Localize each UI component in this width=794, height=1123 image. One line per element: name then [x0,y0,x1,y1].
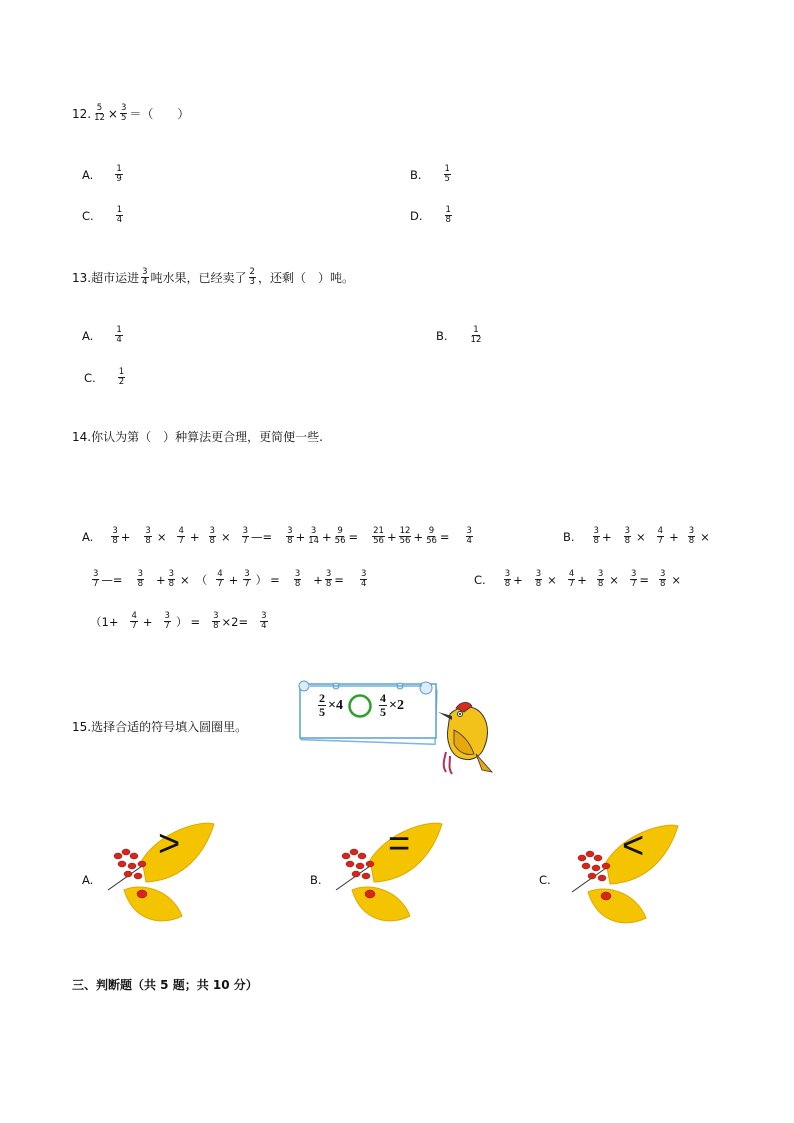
math-token: × [156,529,167,544]
numerator: 3 [310,526,317,536]
denominator: 4 [360,579,367,589]
denominator: 8 [504,579,511,589]
fraction [657,527,664,546]
math-token: + [669,529,679,544]
numerator: 9 [337,526,343,536]
denominator: 56 [334,536,346,546]
numerator: 4 [178,526,184,536]
math-token: + [120,529,131,544]
math-token: —= [251,529,273,544]
numerator: 3 [112,526,118,536]
math-token: ） [175,614,188,629]
fraction [630,570,637,589]
option-d[interactable] [410,206,454,225]
option-label: C. [82,208,94,223]
numerator: 3 [93,569,99,579]
fraction [115,165,122,184]
numerator: 3 [213,611,219,621]
fraction [118,368,125,387]
numerator: 1 [116,325,122,335]
math-token: + [228,572,239,587]
denominator: 4 [116,335,122,345]
q15-option-c[interactable] [539,873,551,887]
option-label: B. [436,328,448,343]
denominator: 8 [688,536,695,546]
option-a[interactable] [82,326,125,345]
numerator: 3 [164,611,170,621]
math-token: + [313,572,323,587]
denominator: 8 [209,536,215,546]
fraction [470,326,483,345]
q15-option-b[interactable] [310,873,322,887]
leaf-option-c[interactable] [566,822,676,932]
numerator: 1 [116,164,122,174]
option-label: A. [82,873,94,887]
fraction [144,527,151,546]
fraction [504,570,511,589]
denominator: 5 [120,113,127,123]
denominator: 12 [94,113,105,123]
math-token: × [609,572,619,587]
numerator: 3 [120,103,127,113]
numerator: 3 [325,569,332,579]
fraction [466,527,473,546]
denominator: 5 [379,705,386,719]
denominator: 9 [116,174,122,184]
math-token: × [180,572,190,587]
question-12 [72,104,189,123]
denominator: 3 [249,277,255,287]
option-c[interactable] [82,206,125,225]
denominator: 8 [445,215,451,225]
math-token: + [513,572,523,587]
math-token: × [671,572,682,587]
option-label: A. [82,328,94,343]
math-token: —= [101,572,123,587]
math-token: + [601,529,612,544]
denominator: 5 [444,174,450,184]
math-token: + [577,572,587,587]
fraction [425,527,438,546]
card-term: ×4 [328,697,343,713]
question-15: 15.选择合适的符号填入圆圈里。 [72,720,248,734]
fraction [137,570,144,589]
numerator: 3 [209,526,215,536]
math-token: + [413,529,424,544]
denominator: 7 [131,621,137,631]
fraction [130,612,137,631]
denominator: 8 [593,536,599,546]
question-number: 12. [72,106,92,121]
denominator: 7 [657,536,664,546]
math-token: ） [255,572,268,587]
numerator: 3 [593,526,599,536]
numerator: 3 [597,569,604,579]
question-13 [72,268,354,287]
symbol: < [622,825,645,867]
question-text: ，还剩（ ）吨。 [257,271,354,285]
math-token: + [155,572,166,587]
math-token: × [220,529,231,544]
fraction [444,165,451,184]
math-token: （1+ [90,614,119,629]
question-14: 14.你认为第（ ）种算法更合理，更简便一些. [72,430,323,444]
math-token: = [270,572,280,587]
denominator: 12 [470,335,482,345]
option-label[interactable]: A. [82,529,94,544]
fraction [242,527,249,546]
option-a[interactable] [82,165,125,184]
option-label: A. [82,167,94,182]
math-token: × [700,529,710,544]
numerator: 3 [688,526,695,536]
question-text: 13.超市运进 [72,271,140,285]
numerator: 21 [373,526,384,536]
fraction [597,570,604,589]
denominator: 8 [137,579,143,589]
fraction [318,692,326,719]
numerator: 1 [473,325,479,335]
fraction [212,612,219,631]
numerator: 3 [261,611,267,621]
denominator: 4 [466,536,472,546]
denominator: 8 [168,579,175,589]
fraction [93,104,106,123]
fraction [399,527,412,546]
numerator: 1 [445,205,451,215]
denominator: 7 [244,579,250,589]
numerator: 3 [466,526,472,536]
numerator: 3 [360,569,367,579]
question-text: 吨水果，已经卖了 [150,271,247,285]
card-term: ×2 [388,697,404,713]
fraction [659,570,666,589]
fraction [216,570,223,589]
math-token: + [322,529,332,544]
math-token: = [334,572,344,587]
fraction [120,104,127,123]
times-sign: × [107,106,118,121]
option-b[interactable] [436,326,484,345]
fraction [115,326,122,345]
symbol: = [388,823,411,865]
numerator: 3 [630,569,637,579]
denominator: 8 [624,536,631,546]
fraction [445,206,452,225]
numerator: 1 [444,164,450,174]
denominator: 8 [112,536,118,546]
numerator: 2 [319,691,325,705]
numerator: 4 [131,611,137,621]
denominator: 7 [242,536,248,546]
numerator: 3 [168,569,175,579]
leaf-option-a[interactable] [102,820,212,930]
denominator: 8 [660,579,666,589]
fraction [111,527,118,546]
math-token: = [439,529,450,544]
denominator: 7 [568,579,575,589]
numerator: 3 [242,526,248,536]
q14-option-a-line1 [82,527,475,546]
math-token: = [190,614,201,629]
q14-option-c-line3 [90,612,270,631]
denominator: 56 [373,536,384,546]
option-label: C. [539,873,551,887]
fraction [249,268,256,287]
math-token: （ [195,572,208,587]
numerator: 3 [624,526,631,536]
math-token: ×2= [221,614,249,629]
fraction [294,570,301,589]
denominator: 7 [217,579,223,589]
denominator: 8 [213,621,219,631]
fraction [325,570,332,589]
fraction [379,692,387,719]
math-token: × [547,572,557,587]
fraction [286,527,293,546]
option-label: B. [310,873,322,887]
denominator: 8 [325,579,332,589]
denominator: 4 [261,621,267,631]
denominator: 5 [319,705,325,719]
fraction [116,206,123,225]
fraction [177,527,184,546]
answer-circle-icon[interactable] [347,693,373,719]
fraction [688,527,695,546]
math-token: + [142,614,153,629]
q15-option-a[interactable] [82,873,93,887]
numerator: 3 [287,526,293,536]
math-token: = [348,529,359,544]
denominator: 14 [308,536,320,546]
numerator: 4 [217,569,223,579]
denominator: 8 [287,536,293,546]
numerator: 3 [504,569,511,579]
denominator: 4 [116,215,123,225]
math-token: + [295,529,306,544]
fraction [593,527,600,546]
math-token: × [636,529,646,544]
option-label[interactable]: C. [474,572,486,587]
numerator: 3 [137,569,143,579]
numerator: 1 [116,205,123,215]
fraction [360,570,367,589]
numerator: 3 [145,526,151,536]
fraction [209,527,216,546]
numerator: 4 [657,526,664,536]
numerator: 3 [535,569,542,579]
option-c[interactable] [84,368,127,387]
fraction [535,570,542,589]
numerator: 2 [249,267,255,277]
numerator: 5 [96,103,103,113]
numerator: 12 [399,526,411,536]
numerator: 3 [660,569,666,579]
fraction [568,570,575,589]
answer-blank: ＝（ ） [129,107,190,121]
fraction [164,612,171,631]
math-token: + [386,529,397,544]
leaf-option-b[interactable] [330,820,440,930]
denominator: 8 [535,579,542,589]
symbol: > [158,823,181,865]
denominator: 56 [426,536,437,546]
fraction [307,527,320,546]
comparison-card [296,678,444,746]
q14-option-b-line2 [90,570,369,589]
section-heading: 三、判断题（共 5 题；共 10 分） [72,978,258,992]
denominator: 7 [630,579,637,589]
q14-option-c-line2 [474,570,684,589]
option-label: B. [410,167,422,182]
math-token: = [639,572,649,587]
fraction [334,527,347,546]
leaf-icon [330,820,444,930]
fraction [372,527,385,546]
math-token: + [189,529,200,544]
fraction [243,570,250,589]
denominator: 8 [597,579,604,589]
option-b[interactable] [410,165,453,184]
fraction [141,268,148,287]
numerator: 3 [142,267,148,277]
denominator: 7 [178,536,184,546]
denominator: 8 [145,536,151,546]
q14-option-b-line1 [563,527,713,546]
woodpecker-icon [436,696,494,778]
numerator: 3 [244,569,250,579]
option-label: D. [410,208,423,223]
denominator: 7 [93,579,99,589]
denominator: 4 [142,277,148,287]
numerator: 9 [428,526,435,536]
denominator: 2 [118,377,125,387]
option-label: C. [84,370,96,385]
denominator: 7 [164,621,170,631]
fraction [92,570,99,589]
fraction [624,527,631,546]
fraction [168,570,175,589]
denominator: 56 [399,536,411,546]
option-label[interactable]: B. [563,529,575,544]
numerator: 3 [294,569,301,579]
fraction [260,612,267,631]
numerator: 1 [118,367,125,377]
numerator: 4 [568,569,575,579]
numerator: 4 [379,691,386,705]
denominator: 8 [294,579,301,589]
